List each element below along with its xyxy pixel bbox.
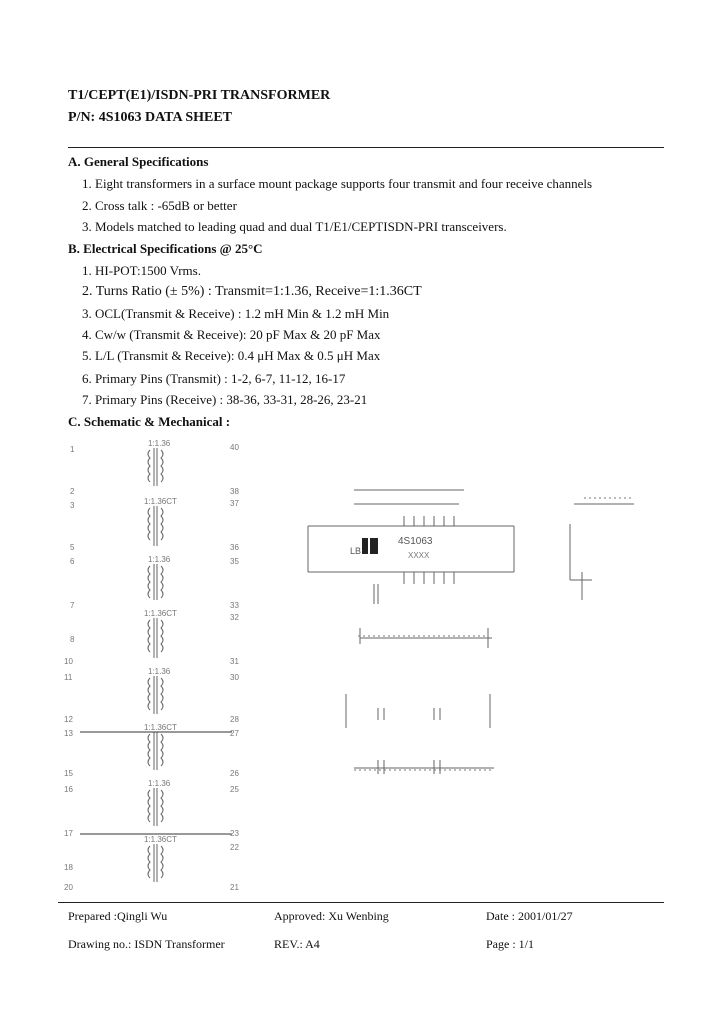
pin-left-12: 15: [64, 769, 73, 778]
pin-left-6: 7: [70, 601, 75, 610]
pin-right-16: 21: [230, 883, 239, 892]
pin-right-4: 36: [230, 543, 239, 552]
pin-right-7: 32: [230, 613, 239, 622]
mechanical-drawing: [274, 476, 670, 830]
pin-right-12: 26: [230, 769, 239, 778]
pin-right-1: 40: [230, 443, 239, 452]
pin-left-14: 17: [64, 829, 73, 838]
pin-left-1: 1: [70, 445, 75, 454]
pin-right-14: 23: [230, 829, 239, 838]
logo-bar-1: [362, 538, 368, 554]
drawing-number: Drawing no.: ISDN Transformer: [68, 937, 225, 951]
mech-part-label: 4S1063: [398, 536, 433, 547]
pin-left-2: 2: [70, 487, 75, 496]
pin-right-6: 33: [230, 601, 239, 610]
electrical-item-3: 3. OCL(Transmit & Receive) : 1.2 mH Min & 1.2 mH Min: [82, 306, 390, 321]
ratio-label-2: 1:1.36CT: [144, 497, 177, 506]
electrical-item-7: 7. Primary Pins (Receive) : 38-36, 33-31, 28-26, 23-21: [82, 392, 368, 407]
schematic-heading: C. Schematic & Mechanical :: [68, 414, 231, 429]
pin-right-5: 35: [230, 557, 239, 566]
logo-bar-2: [370, 538, 378, 554]
pin-left-9: 11: [64, 673, 73, 682]
general-item-1: 1. Eight transformers in a surface mount package supports four transmit and four receive channels: [82, 176, 593, 191]
electrical-item-5: 5. L/L (Transmit & Receive): 0.4 μH Max & 0.5 μH Max: [82, 348, 381, 363]
pin-left-4: 5: [70, 543, 75, 552]
pin-right-3: 37: [230, 499, 239, 508]
page-number: Page : 1/1: [486, 937, 534, 951]
pin-right-8: 31: [230, 657, 239, 666]
pin-left-16: 20: [64, 883, 73, 892]
pin-right-11: 27: [230, 729, 239, 738]
document-title: T1/CEPT(E1)/ISDN-PRI TRANSFORMER: [68, 88, 331, 103]
transformer-schematic: [60, 436, 260, 896]
footer-divider: [58, 902, 664, 903]
pin-left-5: 6: [70, 557, 75, 566]
approved-by: Approved: Xu Wenbing: [274, 909, 389, 923]
general-item-3: 3. Models matched to leading quad and dual T1/E1/CEPTISDN-PRI transceivers.: [82, 219, 507, 234]
electrical-heading: B. Electrical Specifications @ 25°C: [68, 241, 263, 256]
pin-right-2: 38: [230, 487, 239, 496]
general-item-2: 2. Cross talk : -65dB or better: [82, 198, 237, 213]
part-number-title: P/N: 4S1063 DATA SHEET: [68, 110, 233, 125]
electrical-item-1: 1. HI-POT:1500 Vrms.: [82, 263, 201, 278]
mech-datecode-label: XXXX: [408, 551, 430, 560]
pin-left-15: 18: [64, 863, 73, 872]
pin-right-9: 30: [230, 673, 239, 682]
revision: REV.: A4: [274, 937, 320, 951]
mech-logo-label: LB: [350, 546, 362, 556]
ratio-label-8: 1:1.36CT: [144, 835, 177, 844]
ratio-label-5: 1:1.36: [148, 667, 171, 676]
ratio-label-7: 1:1.36: [148, 779, 171, 788]
pin-left-13: 16: [64, 785, 73, 794]
ratio-label-4: 1:1.36CT: [144, 609, 177, 618]
ratio-label-6: 1:1.36CT: [144, 723, 177, 732]
pin-left-8: 10: [64, 657, 73, 666]
prepared-by: Prepared :Qingli Wu: [68, 909, 168, 923]
electrical-item-2: 2. Turns Ratio (± 5%) : Transmit=1:1.36, Receive=1:1.36CT: [82, 284, 422, 299]
pin-left-3: 3: [70, 501, 75, 510]
electrical-item-4: 4. Cw/w (Transmit & Receive): 20 pF Max & 20 pF Max: [82, 327, 381, 342]
pin-left-7: 8: [70, 635, 75, 644]
header-divider: [68, 147, 664, 148]
pin-left-11: 13: [64, 729, 73, 738]
ratio-label-3: 1:1.36: [148, 555, 171, 564]
document-date: Date : 2001/01/27: [486, 909, 573, 923]
pin-right-13: 25: [230, 785, 239, 794]
general-heading: A. General Specifications: [68, 154, 209, 169]
electrical-item-6: 6. Primary Pins (Transmit) : 1-2, 6-7, 11-12, 16-17: [82, 371, 346, 386]
pin-right-15: 22: [230, 843, 239, 852]
ratio-label-1: 1:1.36: [148, 439, 171, 448]
pin-right-10: 28: [230, 715, 239, 724]
pin-left-10: 12: [64, 715, 73, 724]
